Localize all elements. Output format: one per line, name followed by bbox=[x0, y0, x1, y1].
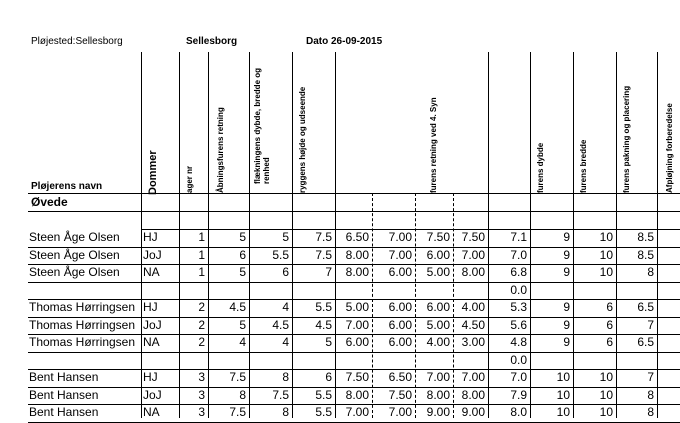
column-header-furens-bredde: furens bredde bbox=[579, 139, 588, 193]
row-value: 5.5 bbox=[315, 300, 332, 314]
row-name: Bent Hansen bbox=[29, 405, 99, 419]
row-value: 2 bbox=[198, 300, 205, 314]
row-value: 6.00 bbox=[388, 265, 412, 279]
row-value: 5.00 bbox=[426, 317, 450, 332]
column-header-flaekning: flækningens dybde, bredde og renhed bbox=[253, 67, 271, 184]
row-value: 8.00 bbox=[426, 387, 450, 402]
column-header-navn: Pløjerens navn bbox=[31, 181, 103, 192]
row-value: 5.00 bbox=[345, 300, 369, 314]
row-value: 9 bbox=[563, 317, 570, 332]
row-value: 8 bbox=[282, 370, 289, 384]
row-value: 7.00 bbox=[345, 317, 369, 332]
column-header-afploejning: Afpløjning forberedelse bbox=[665, 103, 674, 193]
row-value: 5 bbox=[239, 317, 246, 332]
column-header-furens-retning: furens retning ved 4. Syn bbox=[429, 97, 438, 193]
row-value: 2 bbox=[198, 317, 205, 332]
row-value: 8 bbox=[647, 265, 654, 279]
row-value: 7 bbox=[325, 265, 332, 279]
row-value: 6.50 bbox=[388, 370, 412, 384]
row-name: Bent Hansen bbox=[29, 387, 99, 402]
row-value: 10 bbox=[556, 387, 570, 402]
row-value: 4.8 bbox=[510, 335, 527, 349]
row-value: 9 bbox=[563, 247, 570, 262]
row-value: 10 bbox=[599, 230, 613, 244]
column-header-aabning: Åbningsfurens retning bbox=[216, 107, 225, 193]
section-title: Øvede bbox=[31, 195, 68, 209]
row-value: 4.5 bbox=[229, 300, 246, 314]
row-value: 5.3 bbox=[510, 300, 527, 314]
row-judge: NA bbox=[143, 405, 160, 419]
row-name: Steen Åge Olsen bbox=[29, 247, 120, 262]
row-value: 6 bbox=[282, 265, 289, 279]
row-value: 7.5 bbox=[315, 247, 332, 262]
row-value: 4.50 bbox=[461, 317, 485, 332]
row-value: 5 bbox=[325, 335, 332, 349]
row-value: 9 bbox=[563, 300, 570, 314]
row-value: 5 bbox=[239, 230, 246, 244]
row-value: 10 bbox=[556, 405, 570, 419]
row-value: 1 bbox=[198, 247, 205, 262]
row-value: 8.00 bbox=[345, 387, 369, 402]
row-judge: HJ bbox=[143, 230, 158, 244]
row-value: 8 bbox=[647, 387, 654, 402]
row-value: 4 bbox=[282, 300, 289, 314]
row-judge: JoJ bbox=[143, 247, 162, 262]
row-name: Bent Hansen bbox=[29, 370, 99, 384]
row-judge: NA bbox=[143, 335, 160, 349]
row-value: 5 bbox=[239, 265, 246, 279]
row-value: 7.50 bbox=[388, 387, 412, 402]
row-name: Steen Åge Olsen bbox=[29, 265, 120, 279]
row-value: 7.0 bbox=[510, 370, 527, 384]
row-value: 7 bbox=[647, 317, 654, 332]
row-value: 10 bbox=[599, 405, 613, 419]
row-value: 3.00 bbox=[461, 335, 485, 349]
row-value: 6 bbox=[606, 335, 613, 349]
row-value: 7.1 bbox=[510, 230, 527, 244]
row-name: Thomas Hørringsen bbox=[29, 335, 136, 349]
row-value: 6 bbox=[606, 300, 613, 314]
row-value: 1 bbox=[198, 230, 205, 244]
row-value: 3 bbox=[198, 405, 205, 419]
row-value: 7.5 bbox=[229, 405, 246, 419]
row-value: 4.5 bbox=[272, 317, 289, 332]
row-value: 0.0 bbox=[510, 352, 527, 367]
row-value: 6.00 bbox=[388, 335, 412, 349]
row-judge: NA bbox=[143, 265, 160, 279]
row-value: 6.00 bbox=[426, 300, 450, 314]
row-value: 7.50 bbox=[426, 230, 450, 244]
row-value: 9 bbox=[563, 335, 570, 349]
row-value: 7.00 bbox=[388, 230, 412, 244]
row-value: 10 bbox=[599, 247, 613, 262]
row-name: Thomas Hørringsen bbox=[29, 300, 136, 314]
row-value: 10 bbox=[556, 370, 570, 384]
row-value: 6.00 bbox=[388, 317, 412, 332]
row-value: 2 bbox=[198, 335, 205, 349]
row-value: 7.5 bbox=[315, 230, 332, 244]
row-value: 7.50 bbox=[345, 370, 369, 384]
row-judge: JoJ bbox=[143, 387, 162, 402]
column-header-furens-pakning: furens pakning og placering bbox=[622, 85, 631, 193]
row-value: 7.5 bbox=[229, 370, 246, 384]
row-value: 7.00 bbox=[345, 405, 369, 419]
column-header-ryggens: ryggens højde og udseende bbox=[298, 86, 307, 193]
row-value: 7.50 bbox=[461, 230, 485, 244]
row-value: 6.8 bbox=[510, 265, 527, 279]
row-value: 5.5 bbox=[272, 247, 289, 262]
row-value: 8 bbox=[282, 405, 289, 419]
row-value: 8.5 bbox=[637, 230, 654, 244]
place-label: Pløjested:Sellesborg bbox=[31, 36, 123, 47]
row-name: Steen Åge Olsen bbox=[29, 230, 120, 244]
row-value: 6 bbox=[239, 247, 246, 262]
date-label: Dato 26-09-2015 bbox=[306, 36, 383, 47]
row-value: 9 bbox=[563, 265, 570, 279]
row-value: 6 bbox=[325, 370, 332, 384]
column-header-ager: ager nr bbox=[185, 165, 194, 193]
row-value: 5.5 bbox=[315, 405, 332, 419]
row-value: 5.5 bbox=[315, 387, 332, 402]
row-value: 4 bbox=[239, 335, 246, 349]
row-value: 6.50 bbox=[345, 230, 369, 244]
row-value: 3 bbox=[198, 387, 205, 402]
row-value: 1 bbox=[198, 265, 205, 279]
row-value: 8.00 bbox=[345, 247, 369, 262]
row-value: 6.5 bbox=[637, 335, 654, 349]
row-value: 7.0 bbox=[510, 247, 527, 262]
row-value: 6.00 bbox=[345, 335, 369, 349]
row-value: 9.00 bbox=[461, 405, 485, 419]
row-value: 8 bbox=[239, 387, 246, 402]
row-value: 4 bbox=[282, 335, 289, 349]
row-value: 6.00 bbox=[388, 300, 412, 314]
row-value: 6 bbox=[606, 317, 613, 332]
row-value: 7.00 bbox=[388, 405, 412, 419]
row-value: 4.5 bbox=[315, 317, 332, 332]
row-value: 8.5 bbox=[637, 247, 654, 262]
row-value: 9.00 bbox=[426, 405, 450, 419]
row-value: 7.00 bbox=[461, 370, 485, 384]
row-value: 5 bbox=[282, 230, 289, 244]
row-value: 9 bbox=[563, 230, 570, 244]
row-value: 10 bbox=[599, 265, 613, 279]
row-value: 6.5 bbox=[637, 300, 654, 314]
row-value: 7.00 bbox=[461, 247, 485, 262]
column-header-dommer: Dommer bbox=[147, 150, 159, 195]
row-value: 7.00 bbox=[388, 247, 412, 262]
row-value: 4.00 bbox=[426, 335, 450, 349]
row-value: 8.00 bbox=[461, 387, 485, 402]
row-value: 0.0 bbox=[510, 282, 527, 297]
row-value: 5.6 bbox=[510, 317, 527, 332]
row-judge: JoJ bbox=[143, 317, 162, 332]
row-name: Thomas Hørringsen bbox=[29, 317, 136, 332]
row-value: 7.5 bbox=[272, 387, 289, 402]
place-name: Sellesborg bbox=[186, 36, 238, 47]
row-value: 8 bbox=[647, 405, 654, 419]
row-judge: HJ bbox=[143, 300, 158, 314]
row-judge: HJ bbox=[143, 370, 158, 384]
row-value: 7.9 bbox=[510, 387, 527, 402]
row-value: 4.00 bbox=[461, 300, 485, 314]
row-value: 8.00 bbox=[461, 265, 485, 279]
row-value: 10 bbox=[599, 387, 613, 402]
row-value: 6.00 bbox=[426, 247, 450, 262]
row-value: 8.00 bbox=[345, 265, 369, 279]
column-header-furens-dybde: furens dybde bbox=[536, 142, 545, 193]
row-value: 7.00 bbox=[426, 370, 450, 384]
row-value: 7 bbox=[647, 370, 654, 384]
row-value: 3 bbox=[198, 370, 205, 384]
row-value: 10 bbox=[599, 370, 613, 384]
row-value: 8.0 bbox=[510, 405, 527, 419]
row-value: 5.00 bbox=[426, 265, 450, 279]
